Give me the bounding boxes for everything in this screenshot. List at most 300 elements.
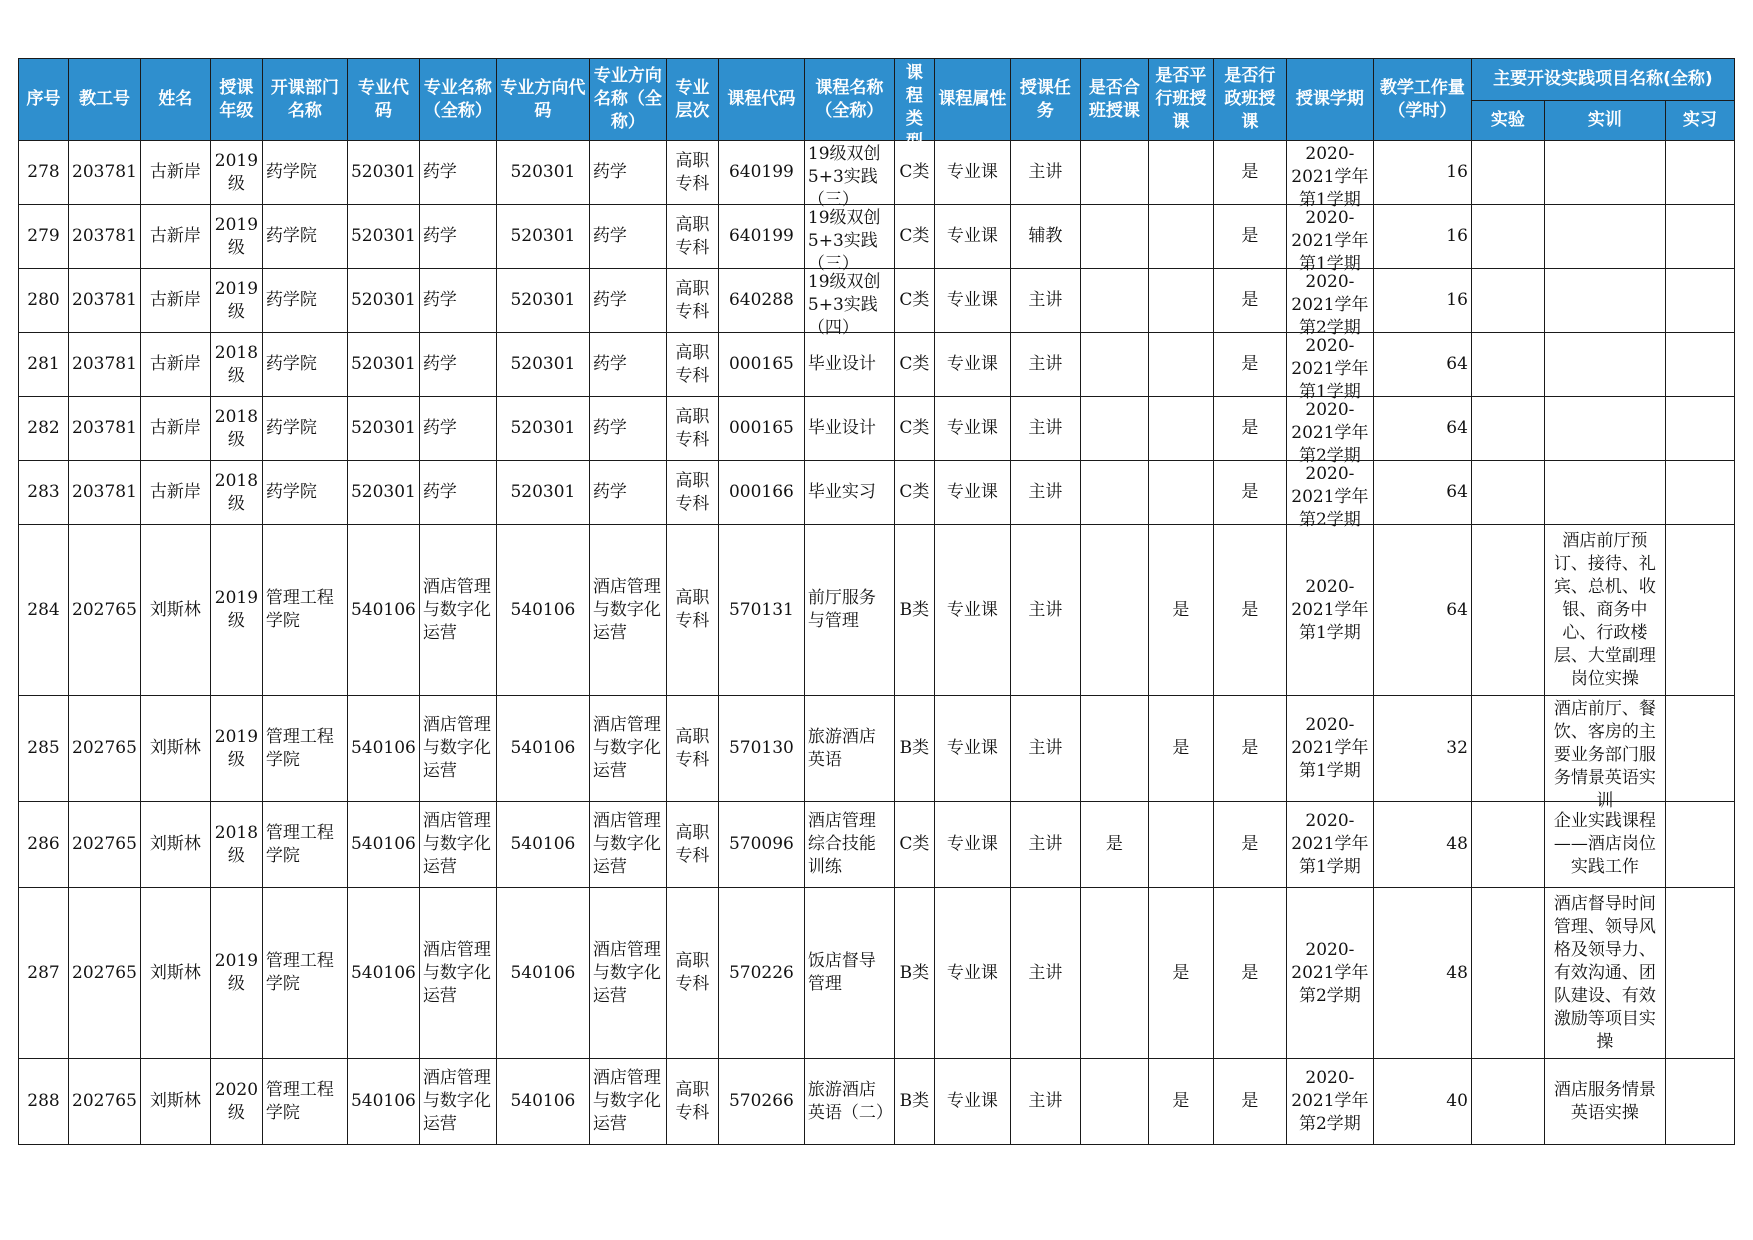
row-course-attr-cell [934, 205, 1010, 269]
row-term-cell [1286, 461, 1373, 530]
row-task-cell [1010, 269, 1080, 333]
row-dept: 药学院 [265, 290, 317, 310]
row-dir-name: 药学 [592, 290, 627, 310]
header-term: 授课学期 [1286, 59, 1373, 141]
row-name-cell [140, 397, 210, 461]
row-task: 主讲 [1028, 599, 1063, 620]
row-dir-name: 药学 [592, 418, 627, 438]
row-level-cell [666, 269, 718, 333]
table-row [19, 888, 1735, 1059]
row-grade: 2018级 [214, 406, 259, 450]
row-parallel-cell [1148, 802, 1213, 888]
row-course-attr-cell [934, 397, 1010, 461]
row-level-cell [666, 205, 718, 269]
row-staff-id-cell [69, 269, 141, 333]
row-course-name: 毕业设计 [807, 354, 876, 374]
row-admin: 是 [1241, 834, 1259, 854]
row-grade: 2018级 [214, 470, 259, 514]
row-hours-cell [1373, 269, 1471, 333]
row-staff-id: 203781 [72, 162, 137, 182]
row-admin-cell [1213, 141, 1286, 205]
row-internship-cell [1665, 802, 1734, 888]
row-parallel-cell [1148, 141, 1213, 205]
row-course-name-cell [804, 141, 894, 210]
row-hours: 64 [1446, 482, 1468, 502]
row-term: 2020-2021学年第1学期 [1291, 143, 1369, 210]
row-merged-cell [1080, 333, 1148, 397]
row-seq: 284 [27, 599, 60, 620]
row-seq: 278 [27, 162, 60, 182]
header-grade: 授课年级 [210, 59, 262, 141]
row-major-name-cell [419, 269, 496, 333]
row-experiment-cell [1471, 333, 1544, 397]
row-major-name-cell [419, 525, 496, 696]
row-course-type: C类 [899, 290, 930, 310]
row-level: 高职专科 [675, 406, 710, 450]
row-task: 主讲 [1028, 418, 1063, 438]
row-hours-cell [1373, 333, 1471, 397]
row-major-code-cell [347, 802, 419, 888]
row-hours: 16 [1446, 226, 1468, 246]
row-task-cell [1010, 525, 1080, 696]
table-row [19, 696, 1735, 802]
row-major-code-cell [347, 461, 419, 525]
table-row [19, 1059, 1735, 1145]
row-level: 高职专科 [675, 726, 710, 770]
row-major-code: 520301 [350, 290, 416, 310]
row-hours-cell [1373, 141, 1471, 205]
row-hours-cell [1373, 525, 1471, 696]
row-grade-cell [210, 696, 262, 802]
row-name-cell [140, 269, 210, 333]
row-course-name: 毕业实习 [807, 482, 876, 502]
row-admin: 是 [1241, 962, 1259, 983]
row-admin-cell [1213, 696, 1286, 802]
row-term: 2020-2021学年第2学期 [1291, 399, 1369, 466]
row-dept-cell [262, 525, 347, 696]
header-course-attr: 课程属性 [934, 59, 1010, 141]
row-dir-name: 药学 [592, 354, 627, 374]
row-experiment-cell [1471, 696, 1544, 802]
row-staff-id: 203781 [72, 418, 137, 438]
row-term-cell [1286, 888, 1373, 1059]
row-course-code-cell [718, 205, 804, 269]
row-admin: 是 [1241, 1091, 1259, 1111]
row-grade: 2018级 [214, 822, 259, 866]
row-course-type: C类 [899, 226, 930, 246]
row-dir-code: 520301 [510, 290, 576, 310]
row-admin: 是 [1241, 290, 1259, 310]
row-admin: 是 [1241, 738, 1259, 758]
row-major-name: 酒店管理与数字化运营 [422, 715, 491, 781]
row-course-code: 570131 [728, 599, 794, 620]
row-major-name-cell [419, 333, 496, 397]
row-term-cell [1286, 397, 1373, 466]
row-dept-cell [262, 1059, 347, 1145]
row-admin-cell [1213, 461, 1286, 525]
row-name-cell [140, 525, 210, 696]
row-dept: 管理工程学院 [265, 1079, 334, 1123]
row-seq: 281 [27, 354, 60, 374]
row-training: 企业实践课程——酒店岗位实践工作 [1553, 811, 1656, 877]
row-level-cell [666, 333, 718, 397]
row-training-cell [1544, 525, 1665, 696]
row-course-code-cell [718, 1059, 804, 1145]
row-admin-cell [1213, 888, 1286, 1059]
row-grade-cell [210, 397, 262, 461]
row-course-code-cell [718, 397, 804, 461]
row-major-code-cell [347, 1059, 419, 1145]
row-staff-id-cell [69, 333, 141, 397]
row-staff-id: 203781 [72, 482, 137, 502]
row-grade: 2019级 [214, 278, 259, 322]
row-major-name: 药学 [422, 162, 457, 182]
row-task-cell [1010, 333, 1080, 397]
row-training: 酒店前厅预订、接待、礼宾、总机、收银、商务中心、行政楼层、大堂副理岗位实操 [1553, 530, 1656, 689]
row-course-attr-cell [934, 141, 1010, 205]
row-admin: 是 [1241, 354, 1259, 374]
row-dept-cell [262, 333, 347, 397]
row-seq-cell [19, 1059, 69, 1145]
row-major-name: 药学 [422, 226, 457, 246]
row-parallel-cell [1148, 333, 1213, 397]
row-dir-name: 酒店管理与数字化运营 [592, 715, 661, 781]
row-course-name: 旅游酒店英语 [807, 726, 876, 770]
row-level: 高职专科 [675, 278, 710, 322]
row-staff-id-cell [69, 802, 141, 888]
row-dept: 药学院 [265, 482, 317, 502]
row-dir-code-cell [496, 397, 589, 461]
row-internship-cell [1665, 333, 1734, 397]
row-grade: 2019级 [214, 588, 259, 631]
row-grade-cell [210, 461, 262, 525]
row-level: 高职专科 [675, 588, 710, 631]
row-dept-cell [262, 397, 347, 461]
row-term-cell [1286, 333, 1373, 402]
row-dir-code-cell [496, 696, 589, 802]
row-dir-code-cell [496, 333, 589, 397]
row-course-attr-cell [934, 461, 1010, 525]
row-staff-id: 202765 [72, 599, 137, 620]
row-seq-cell [19, 802, 69, 888]
row-name: 刘斯林 [149, 599, 201, 620]
row-seq-cell [19, 888, 69, 1059]
row-dept-cell [262, 888, 347, 1059]
row-grade: 2019级 [214, 214, 259, 258]
row-experiment-cell [1471, 205, 1544, 269]
row-dept-cell [262, 461, 347, 525]
row-course-attr-cell [934, 525, 1010, 696]
row-staff-id: 202765 [72, 1091, 137, 1111]
row-name: 刘斯林 [149, 1091, 201, 1111]
row-course-type-cell [894, 205, 934, 269]
row-major-name-cell [419, 1059, 496, 1145]
row-course-type-cell [894, 525, 934, 696]
row-grade-cell [210, 269, 262, 333]
row-major-code: 520301 [350, 418, 416, 438]
row-seq: 288 [27, 1091, 60, 1111]
row-dir-name: 酒店管理与数字化运营 [592, 939, 661, 1006]
row-parallel-cell [1148, 888, 1213, 1059]
row-course-name-cell [804, 461, 894, 525]
row-course-code-cell [718, 141, 804, 205]
row-seq: 279 [27, 226, 60, 246]
row-course-name-cell [804, 205, 894, 274]
row-dir-code: 520301 [510, 418, 576, 438]
row-admin-cell [1213, 525, 1286, 696]
row-name-cell [140, 1059, 210, 1145]
row-hours: 40 [1446, 1091, 1468, 1111]
row-merged-cell [1080, 696, 1148, 802]
row-grade-cell [210, 1059, 262, 1145]
row-course-code: 000165 [728, 354, 794, 374]
row-course-attr: 专业课 [946, 290, 998, 310]
row-major-code: 520301 [350, 482, 416, 502]
table-row [19, 269, 1735, 333]
row-dir-name: 药学 [592, 162, 627, 182]
row-seq-cell [19, 269, 69, 333]
row-staff-id-cell [69, 205, 141, 269]
row-name-cell [140, 696, 210, 802]
row-hours: 64 [1446, 599, 1468, 620]
row-grade-cell [210, 888, 262, 1059]
row-grade: 2018级 [214, 342, 259, 386]
row-task: 主讲 [1028, 482, 1063, 502]
row-level: 高职专科 [675, 1079, 710, 1123]
row-merged-cell [1080, 525, 1148, 696]
row-dir-name-cell [589, 269, 666, 333]
row-dir-code: 540106 [510, 599, 576, 620]
header-merged: 是否合班授课 [1080, 59, 1148, 141]
row-course-type: B类 [899, 1091, 930, 1111]
row-seq-cell [19, 696, 69, 802]
row-course-name: 前厅服务与管理 [807, 588, 876, 631]
row-dept: 药学院 [265, 418, 317, 438]
row-staff-id: 203781 [72, 354, 137, 374]
row-staff-id-cell [69, 461, 141, 525]
row-seq: 286 [27, 834, 60, 854]
row-course-type: B类 [899, 599, 930, 620]
row-experiment-cell [1471, 269, 1544, 333]
row-grade: 2019级 [214, 951, 259, 994]
row-task-cell [1010, 461, 1080, 525]
row-course-type-cell [894, 269, 934, 333]
row-grade: 2020级 [214, 1079, 259, 1123]
row-task: 主讲 [1028, 162, 1063, 182]
row-admin-cell [1213, 269, 1286, 333]
row-level-cell [666, 525, 718, 696]
row-task: 主讲 [1028, 354, 1063, 374]
row-course-attr: 专业课 [946, 354, 998, 374]
row-term-cell [1286, 205, 1373, 274]
row-dept: 管理工程学院 [265, 951, 334, 994]
row-merged-cell [1080, 888, 1148, 1059]
row-course-attr-cell [934, 269, 1010, 333]
row-name: 古新岸 [149, 162, 201, 182]
row-name: 刘斯林 [149, 738, 201, 758]
row-major-code-cell [347, 141, 419, 205]
table-row [19, 525, 1735, 696]
header-practice: 主要开设实践项目名称(全称) [1471, 59, 1734, 101]
header-admin: 是否行政班授课 [1213, 59, 1286, 141]
row-dir-name-cell [589, 461, 666, 525]
row-training-cell [1544, 333, 1665, 397]
table-row [19, 141, 1735, 205]
row-task: 主讲 [1028, 962, 1063, 983]
row-internship-cell [1665, 696, 1734, 802]
row-major-code: 540106 [350, 1091, 416, 1111]
header-experiment: 实验 [1471, 101, 1544, 141]
row-name-cell [140, 461, 210, 525]
row-grade-cell [210, 525, 262, 696]
row-name: 刘斯林 [149, 962, 201, 983]
row-dir-code-cell [496, 888, 589, 1059]
header-level: 专业层次 [666, 59, 718, 141]
row-parallel-cell [1148, 269, 1213, 333]
row-merged-cell [1080, 397, 1148, 461]
row-major-code: 540106 [350, 834, 416, 854]
row-dir-code: 540106 [510, 738, 576, 758]
row-admin: 是 [1241, 599, 1259, 620]
row-course-type-cell [894, 1059, 934, 1145]
row-major-code: 540106 [350, 962, 416, 983]
row-dept-cell [262, 269, 347, 333]
row-course-code: 640199 [728, 162, 794, 182]
row-course-attr: 专业课 [946, 599, 998, 620]
row-dept-cell [262, 696, 347, 802]
row-admin: 是 [1241, 226, 1259, 246]
row-dept: 管理工程学院 [265, 588, 334, 631]
row-admin-cell [1213, 333, 1286, 397]
row-dir-code: 520301 [510, 354, 576, 374]
row-dept: 管理工程学院 [265, 822, 334, 866]
row-training-cell [1544, 802, 1665, 888]
table-row [19, 461, 1735, 525]
row-term: 2020-2021学年第2学期 [1291, 1068, 1369, 1134]
row-dir-name-cell [589, 888, 666, 1059]
row-seq: 282 [27, 418, 60, 438]
row-task-cell [1010, 696, 1080, 802]
row-internship-cell [1665, 461, 1734, 525]
row-merged-cell [1080, 205, 1148, 269]
row-term: 2020-2021学年第2学期 [1291, 463, 1369, 530]
row-grade-cell [210, 802, 262, 888]
row-term: 2020-2021学年第1学期 [1291, 335, 1369, 402]
row-course-name-cell [804, 269, 894, 338]
row-major-code: 520301 [350, 226, 416, 246]
row-dir-code: 520301 [510, 482, 576, 502]
header-major-code: 专业代码 [347, 59, 419, 141]
row-dept: 管理工程学院 [265, 726, 334, 770]
row-dir-name: 酒店管理与数字化运营 [592, 576, 661, 643]
row-parallel: 是 [1172, 738, 1190, 758]
row-course-name: 旅游酒店英语（二） [807, 1079, 893, 1123]
row-task-cell [1010, 141, 1080, 205]
row-major-code-cell [347, 397, 419, 461]
row-course-code: 000165 [728, 418, 794, 438]
row-parallel-cell [1148, 461, 1213, 525]
row-level-cell [666, 461, 718, 525]
course-assignment-sheet [18, 58, 1735, 1145]
row-major-name-cell [419, 141, 496, 205]
row-hours: 48 [1446, 962, 1468, 983]
row-course-name: 饭店督导管理 [807, 951, 876, 994]
header-course-code: 课程代码 [718, 59, 804, 141]
row-training-cell [1544, 141, 1665, 205]
row-hours: 48 [1446, 834, 1468, 854]
row-staff-id-cell [69, 888, 141, 1059]
row-course-code: 640288 [728, 290, 794, 310]
row-internship-cell [1665, 141, 1734, 205]
row-dir-name: 酒店管理与数字化运营 [592, 811, 661, 877]
row-merged-cell [1080, 141, 1148, 205]
row-task: 主讲 [1028, 1091, 1063, 1111]
row-course-attr-cell [934, 888, 1010, 1059]
row-experiment-cell [1471, 888, 1544, 1059]
header-parallel: 是否平行班授课 [1148, 59, 1213, 141]
row-course-type: C类 [899, 834, 930, 854]
header-training: 实训 [1544, 101, 1665, 141]
row-dir-name-cell [589, 397, 666, 461]
row-level-cell [666, 802, 718, 888]
row-course-code-cell [718, 333, 804, 397]
row-training-cell [1544, 269, 1665, 333]
row-task-cell [1010, 205, 1080, 269]
row-dir-name-cell [589, 802, 666, 888]
row-hours: 64 [1446, 418, 1468, 438]
row-dir-name: 药学 [592, 226, 627, 246]
row-major-code: 540106 [350, 738, 416, 758]
row-course-attr: 专业课 [946, 834, 998, 854]
row-dir-name: 药学 [592, 482, 627, 502]
row-course-type: B类 [899, 962, 930, 983]
row-parallel-cell [1148, 397, 1213, 461]
row-name: 古新岸 [149, 290, 201, 310]
row-staff-id-cell [69, 141, 141, 205]
row-internship-cell [1665, 525, 1734, 696]
row-dept: 药学院 [265, 162, 317, 182]
row-course-name: 19级双创5+3实践（三） [807, 207, 881, 274]
row-seq-cell [19, 397, 69, 461]
row-course-name-cell [804, 696, 894, 802]
row-seq-cell [19, 141, 69, 205]
row-task: 辅教 [1028, 226, 1063, 246]
row-admin-cell [1213, 802, 1286, 888]
row-grade-cell [210, 205, 262, 269]
row-level-cell [666, 888, 718, 1059]
row-course-attr: 专业课 [946, 418, 998, 438]
row-training-cell [1544, 888, 1665, 1059]
row-parallel-cell [1148, 1059, 1213, 1145]
row-hours-cell [1373, 205, 1471, 269]
row-merged-cell [1080, 269, 1148, 333]
row-course-code: 000166 [728, 482, 794, 502]
row-course-name: 酒店管理综合技能训练 [807, 811, 876, 877]
row-major-name-cell [419, 397, 496, 461]
row-course-type: C类 [899, 482, 930, 502]
row-training-cell [1544, 461, 1665, 525]
row-dir-name-cell [589, 696, 666, 802]
row-course-attr: 专业课 [946, 226, 998, 246]
table-row [19, 802, 1735, 888]
row-parallel-cell [1148, 525, 1213, 696]
row-training: 酒店督导时间管理、领导风格及领导力、有效沟通、团队建设、有效激励等项目实操 [1553, 893, 1656, 1052]
row-dir-code-cell [496, 461, 589, 525]
row-dir-code-cell [496, 269, 589, 333]
row-course-type-cell [894, 888, 934, 1059]
row-course-attr-cell [934, 696, 1010, 802]
row-grade-cell [210, 333, 262, 397]
